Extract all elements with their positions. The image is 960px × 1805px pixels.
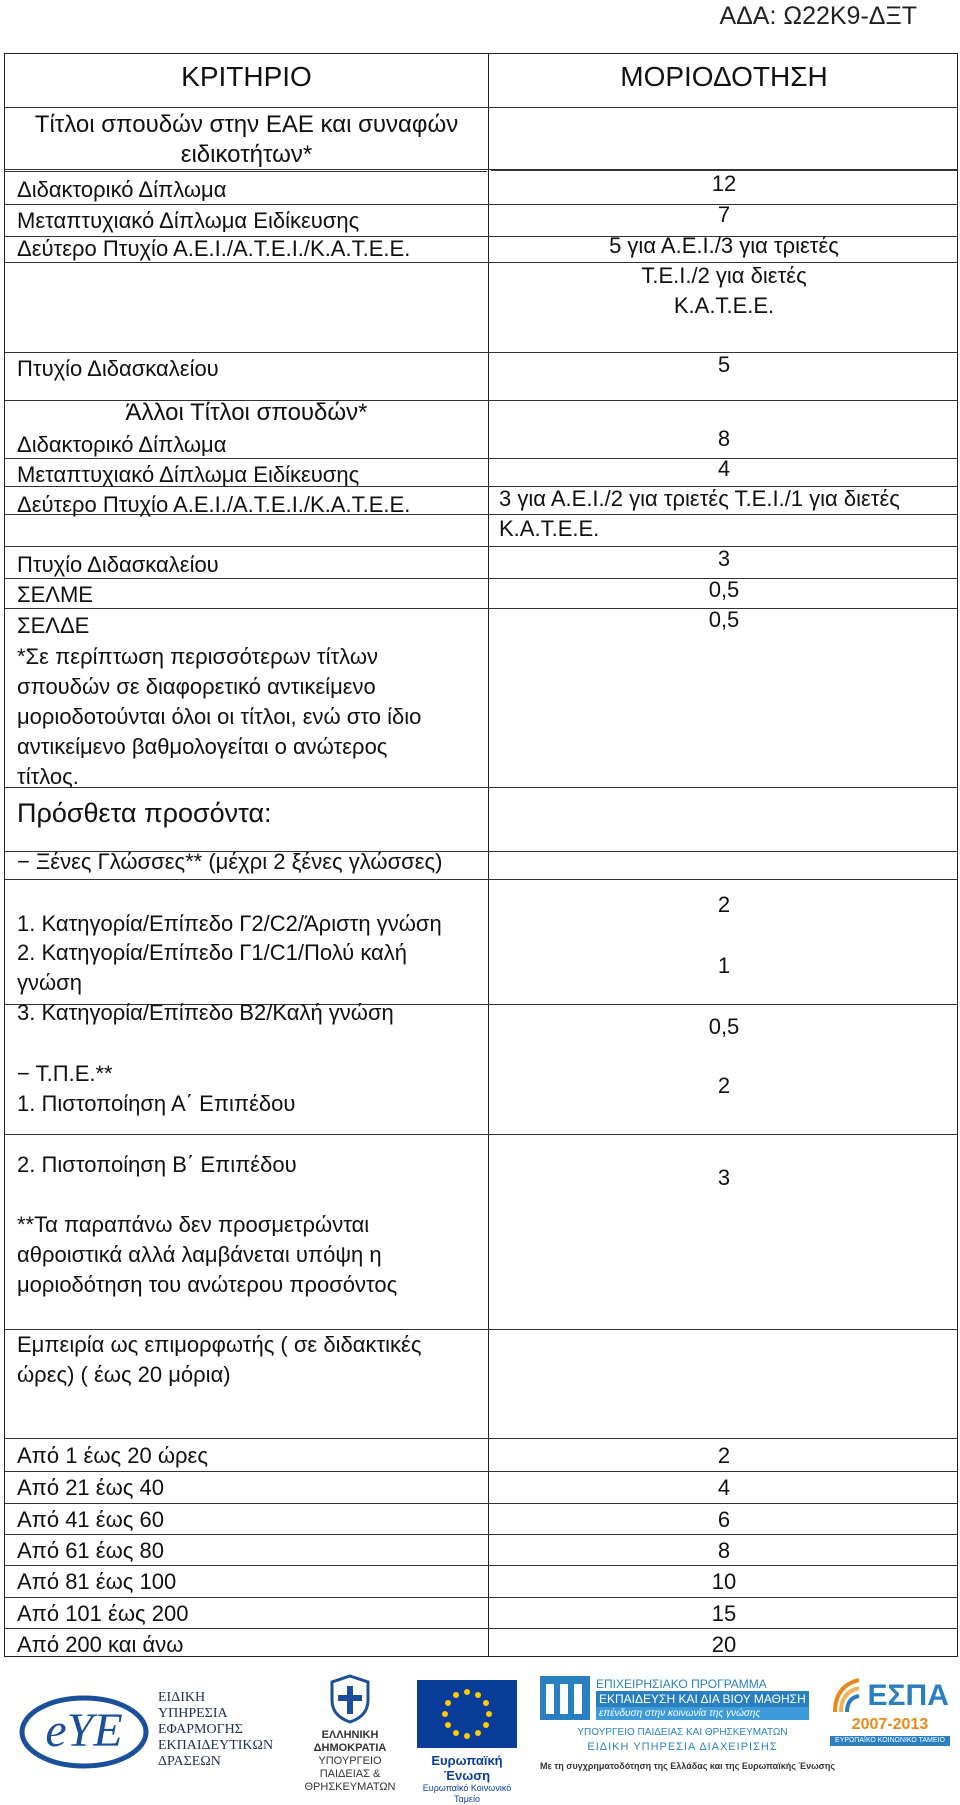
eye-text-line: ΔΡΑΣΕΩΝ [158, 1754, 221, 1769]
eye-logo-mark: eYE [45, 1704, 123, 1757]
sec1-second-label: Δεύτερο Πτυχίο Α.Ε.Ι./Α.Τ.Ε.Ι./Κ.Α.Τ.Ε.Ε. [17, 236, 411, 261]
op-text-line: επένδυση στην κοινωνία της γνώσης [596, 1707, 809, 1720]
exp-row-label: Από 41 έως 60 [17, 1507, 164, 1532]
sec1-second-value-line2: Τ.Ε.Ι./2 για διετές [641, 263, 807, 288]
exp-row-label: Από 61 έως 80 [17, 1538, 164, 1563]
extra-note-line2: αθροιστικά αλλά λαμβάνεται υπόψη η [17, 1242, 382, 1267]
eye-text-line: ΕΦΑΡΜΟΓΗΣ [158, 1722, 243, 1737]
ict1-value: 2 [717, 1073, 731, 1098]
greek-ministry-logo [285, 1674, 415, 1794]
espa-subtitle: ΕΥΡΩΠΑΪΚΟ ΚΟΙΝΩΝΙΚΟ ΤΑΜΕΙΟ [830, 1736, 950, 1746]
ict1-label: 1. Πιστοποίηση Α΄ Επιπέδου [17, 1091, 296, 1116]
sec2-note-line2: σπουδών σε διαφορετικό αντικείμενο [17, 674, 376, 699]
footer-logos [0, 1660, 960, 1804]
experience-title-line2: ώρες) ( έως 20 μόρια) [17, 1362, 231, 1387]
exp-row-value: 2 [717, 1443, 731, 1468]
sec1-master-value: 7 [717, 202, 731, 227]
eu-text-line: Ευρωπαϊκό Κοινωνικό Ταμείο [422, 1783, 512, 1804]
op-text-line: ΕΠΙΧΕΙΡΗΣΙΑΚΟ ΠΡΟΓΡΑΜΜΑ [596, 1676, 767, 1691]
sec2-note-line4: αντικείμενο βαθμολογείται ο ανώτερος [17, 734, 388, 759]
sec2-note-line1: *Σε περίπτωση περισσότερων τίτλων [17, 644, 379, 669]
eu-logo [415, 1680, 519, 1805]
exp-row-label: Από 81 έως 100 [17, 1569, 177, 1594]
sec1-doct-label: Διδακτορικό Δίπλωμα [17, 177, 227, 202]
op-program-icon [540, 1676, 590, 1720]
lang3-value: 0,5 [708, 1014, 740, 1039]
extra-note-line3: μοριοδότηση του ανώτερου προσόντος [17, 1272, 398, 1297]
lang2-label-line1: 2. Κατηγορία/Επίπεδο Γ1/C1/Πολύ καλή [17, 940, 408, 965]
exp-row-value: 6 [717, 1507, 731, 1532]
eye-text [158, 1690, 273, 1770]
extra-note-line1: **Τα παραπάνω δεν προσμετρώνται [17, 1212, 370, 1237]
lang1-value: 2 [717, 892, 731, 917]
eu-flag-icon [417, 1680, 517, 1748]
exp-row-value: 10 [711, 1569, 737, 1594]
header-criterion: ΚΡΙΤΗΡΙΟ [181, 61, 312, 92]
sec2-teacher-label: Πτυχίο Διδασκαλείου [17, 552, 219, 577]
selde-label: ΣΕΛΔΕ [17, 613, 90, 638]
sec2-master-label: Μεταπτυχιακό Δίπλωμα Ειδίκευσης [17, 462, 360, 487]
sec2-doct-value: 8 [717, 426, 731, 451]
gr-text-line: ΕΛΛΗΝΙΚΗ ΔΗΜΟΚΡΑΤΙΑ [313, 1729, 387, 1754]
selde-value: 0,5 [708, 607, 740, 632]
exp-row-label: Από 101 έως 200 [17, 1601, 189, 1626]
lang2-value: 1 [717, 953, 731, 978]
sec2-note-line5: τίτλος. [17, 764, 79, 789]
eye-text-line: ΕΙΔΙΚΗ [158, 1690, 206, 1705]
espa-years: 2007-2013 [851, 1716, 929, 1733]
ict2-value: 3 [717, 1165, 731, 1190]
op-text-line: Με τη συγχρηματοδότηση της Ελλάδας και της Ευρωπαϊκής Ένωσης [540, 1761, 836, 1771]
gr-text-line: ΠΑΙΔΕΙΑΣ & ΘΡΗΣΚΕΥΜΑΤΩΝ [304, 1768, 396, 1793]
sec2-second-label: Δεύτερο Πτυχίο Α.Ε.Ι./Α.Τ.Ε.Ι./Κ.Α.Τ.Ε.Ε. [17, 492, 411, 517]
sec2-title: Άλλοι Τίτλοι σπουδών* [125, 399, 368, 426]
espa-arcs-icon [831, 1676, 863, 1716]
criteria-table [4, 53, 958, 1657]
exp-row-label: Από 1 έως 20 ώρες [17, 1443, 208, 1468]
exp-row-label: Από 21 έως 40 [17, 1475, 164, 1500]
exp-row-value: 15 [711, 1601, 737, 1626]
eye-logo [14, 1680, 154, 1775]
sec2-master-value: 4 [717, 456, 731, 481]
espa-title: ΕΣΠΑ [867, 1679, 949, 1712]
sec1-doct-value: 12 [711, 171, 737, 196]
ict2-label: 2. Πιστοποίηση Β΄ Επιπέδου [17, 1152, 297, 1177]
sec1-master-label: Μεταπτυχιακό Δίπλωμα Ειδίκευσης [17, 208, 360, 233]
lang-title: − Ξένες Γλώσσες** (μέχρι 2 ξένες γλώσσες) [17, 849, 443, 874]
op-text-line: ΕΚΠΑΙΔΕΥΣΗ ΚΑΙ ΔΙΑ ΒΙΟΥ ΜΑΘΗΣΗ [596, 1691, 809, 1707]
header-score: ΜΟΡΙΟΔΟΤΗΣΗ [620, 61, 828, 92]
ict-title: − Τ.Π.Ε.** [17, 1061, 113, 1086]
greek-emblem-icon [328, 1674, 372, 1724]
selme-value: 0,5 [708, 577, 740, 602]
sec2-second-value-line1: 3 για Α.Ε.Ι./2 για τριετές Τ.Ε.Ι./1 για διετές [499, 486, 900, 511]
gr-text-line: ΥΠΟΥΡΓΕΙΟ [318, 1755, 382, 1767]
experience-title-line1: Εμπειρία ως επιμορφωτής ( σε διδακτικές [17, 1332, 422, 1357]
sec1-second-value-line3: Κ.Α.Τ.Ε.Ε. [673, 293, 775, 318]
teacher-value: 5 [717, 352, 731, 377]
op-text-line: ΥΠΟΥΡΓΕΙΟ ΠΑΙΔΕΙΑΣ ΚΑΙ ΘΡΗΣΚΕΥΜΑΤΩΝ [577, 1727, 788, 1738]
lang1-label: 1. Κατηγορία/Επίπεδο Γ2/C2/Άριστη γνώση [17, 911, 442, 936]
eye-logo-icon [14, 1680, 154, 1775]
teacher-label: Πτυχίο Διδασκαλείου [17, 356, 219, 381]
op-program-logo [540, 1676, 836, 1772]
exp-row-value: 4 [717, 1475, 731, 1500]
sec2-teacher-value: 3 [717, 546, 731, 571]
exp-row-value: 20 [711, 1632, 737, 1657]
exp-row-value: 8 [717, 1538, 731, 1563]
sec1-title-line2: ειδικοτήτων* [180, 141, 313, 168]
eye-text-line: ΕΚΠΑΙΔΕΥΤΙΚΩΝ [158, 1738, 274, 1753]
lang3-label: 3. Κατηγορία/Επίπεδο Β2/Καλή γνώση [17, 1000, 394, 1025]
espa-logo [830, 1676, 950, 1746]
extra-title: Πρόσθετα προσόντα: [17, 798, 272, 828]
exp-row-label: Από 200 και άνω [17, 1632, 184, 1657]
sec1-second-value-line1: 5 για Α.Ε.Ι./3 για τριετές [609, 233, 839, 258]
eu-text-line: Ευρωπαϊκή Ένωση [431, 1753, 503, 1783]
ada-code: ΑΔΑ: Ω22Κ9-ΔΞΤ [719, 2, 917, 30]
sec1-title-line1: Τίτλοι σπουδών στην ΕΑΕ και συναφών [34, 111, 459, 138]
lang2-label-line2: γνώση [17, 970, 82, 995]
sec2-note-line3: μοριοδοτούνται όλοι οι τίτλοι, ενώ στο ίδιο [17, 704, 422, 729]
selme-label: ΣΕΛΜΕ [17, 582, 93, 607]
eye-text-line: ΥΠΗΡΕΣΙΑ [158, 1706, 228, 1721]
op-text-line: ΕΙΔΙΚΗ ΥΠΗΡΕΣΙΑ ΔΙΑΧΕΙΡΙΣΗΣ [587, 1741, 778, 1753]
sec2-doct-label: Διδακτορικό Δίπλωμα [17, 432, 227, 457]
sec2-second-value-line2: Κ.Α.Τ.Ε.Ε. [499, 516, 600, 541]
